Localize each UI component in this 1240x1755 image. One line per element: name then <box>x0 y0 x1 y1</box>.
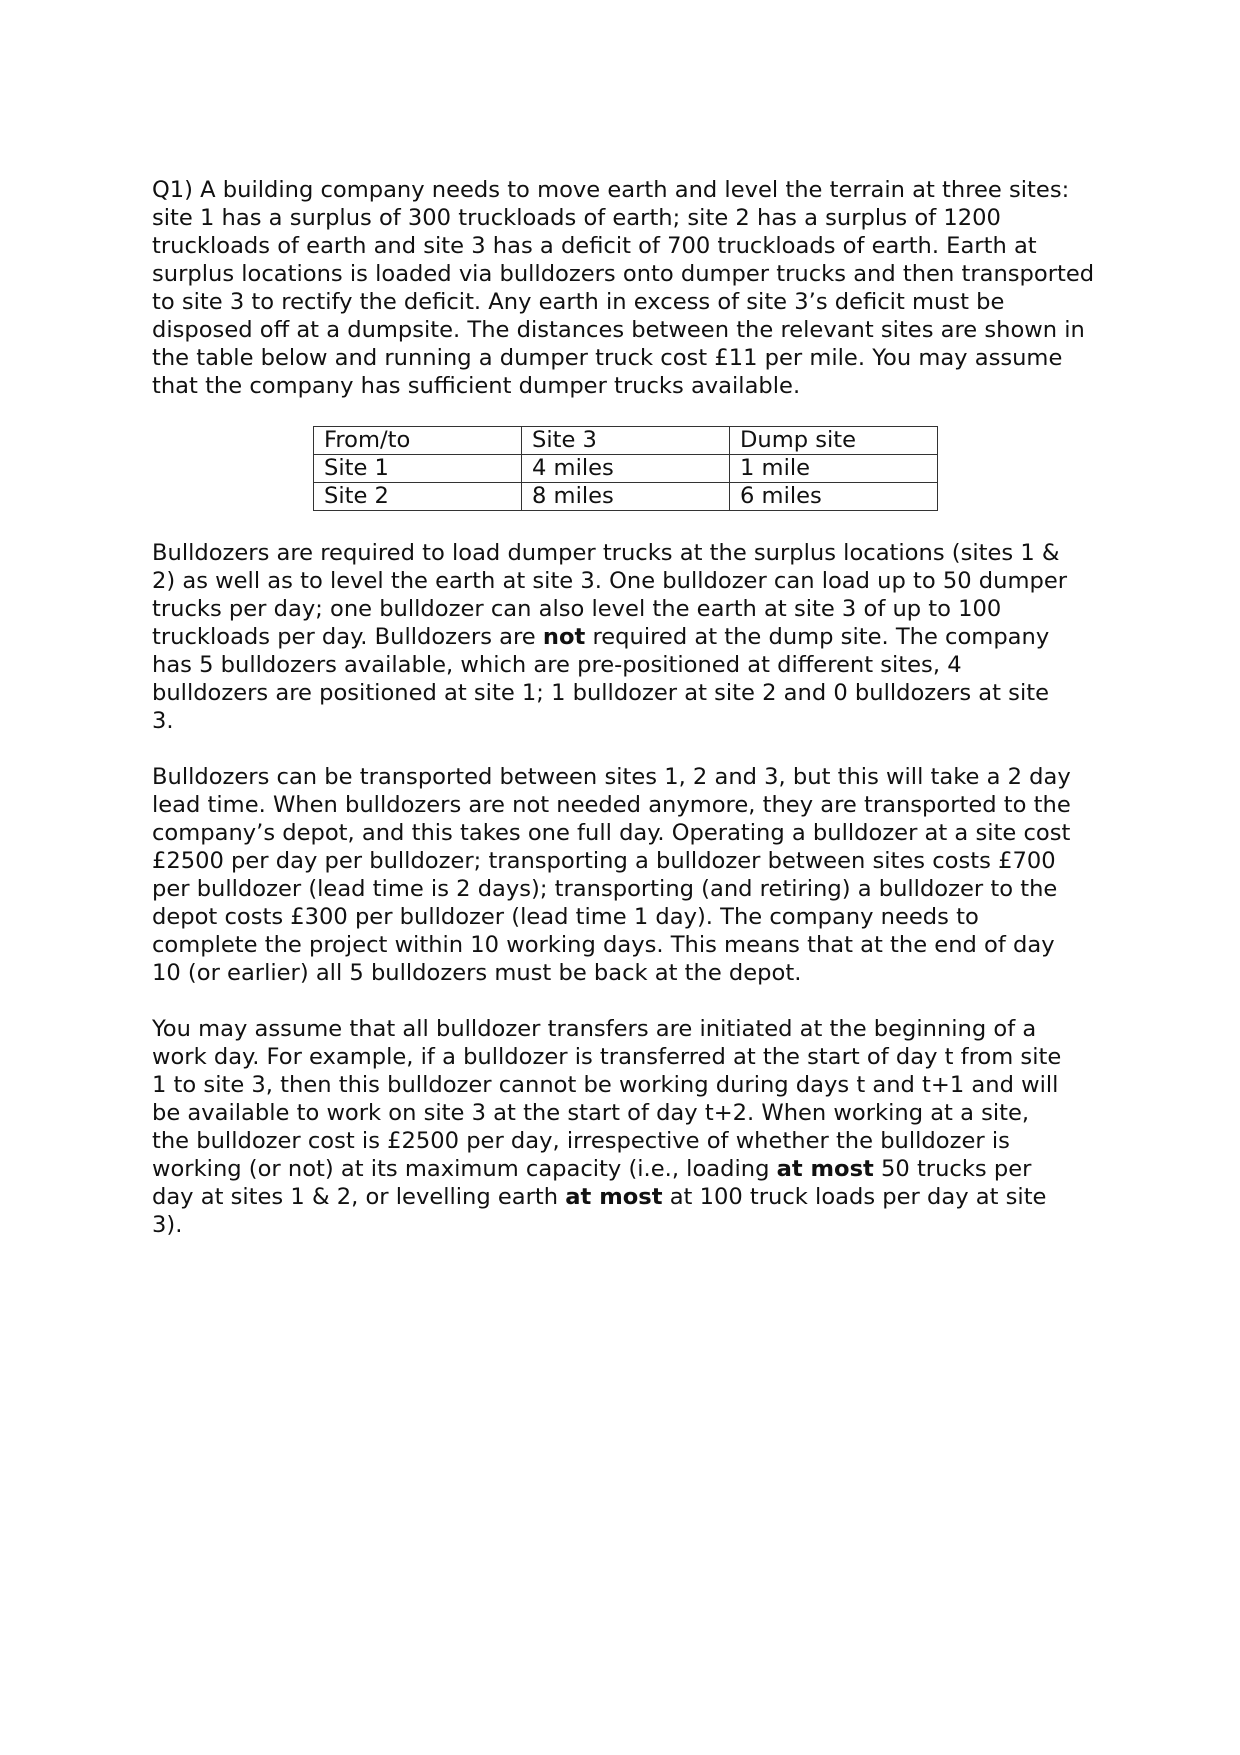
bold-text: at most <box>776 1156 874 1182</box>
text-span: 50 trucks per day at sites 1 & 2, or levelling earth <box>152 1156 1032 1210</box>
table-cell: From/to <box>314 427 522 455</box>
paragraph-transport: Bulldozers can be transported between sites 1, 2 and 3, but this will take a 2 day lead time. When bulldozers are not needed anymore, they are transported to the company’s depot, and this takes one full day. Operating a bulldozer at a site cost £2500 per day per bulldozer; transporting a bulldozer between sites costs £700 per bulldozer (lead time is 2 days); transporting (and retiring) a bulldozer to the depot costs £300 per bulldozer (lead time 1 day). The company needs to complete the project within 10 working days. This means that at the end of day 10 (or earlier) all 5 bulldozers must be back at the depot. <box>152 764 1071 986</box>
bold-text: at most <box>565 1184 663 1210</box>
text-span: required at the dump site. The company has 5 bulldozers available, which are pre-positioned at different sites, 4 bulldozers are positioned at site 1; 1 bulldozer at site 2 and 0 bulldozers at site 3. <box>152 624 1050 734</box>
table-cell: Site 3 <box>522 427 730 455</box>
table-row <box>314 455 938 483</box>
text-span: Bulldozers are required to load dumper trucks at the surplus locations (sites 1 & 2) as well as to level the earth at site 3. One bulldozer can load up to 50 dumper trucks per day; one bulldozer can also level the earth at site 3 of up to 100 truckloads per day. Bulldozers are <box>152 540 1068 650</box>
table-cell: Site 2 <box>314 483 522 511</box>
bold-text: not <box>542 624 586 650</box>
spacer <box>152 987 1112 1015</box>
table-cell: 4 miles <box>522 455 730 483</box>
spacer <box>152 511 1112 539</box>
distance-table <box>313 426 938 511</box>
table-header-row <box>314 427 938 455</box>
document-page <box>152 176 1112 1239</box>
table-cell: 1 mile <box>730 455 938 483</box>
table-row <box>314 483 938 511</box>
text-span: at 100 truck loads per day at site 3). <box>152 1184 1047 1238</box>
table-cell: Dump site <box>730 427 938 455</box>
paragraph-assumptions <box>152 1015 1112 1239</box>
text-span: You may assume that all bulldozer transfers are initiated at the beginning of a work day. For example, if a bulldozer is transferred at the start of day t from site 1 to site 3, then this bulldozer cannot be working during days t and t+1 and will be available to work on site 3 at the start of day t+2. When working at a site, the bulldozer cost is £2500 per day, irrespective of whether the bulldozer is working (or not) at its maximum capacity (i.e., loading <box>152 1016 1062 1182</box>
table-cell: 6 miles <box>730 483 938 511</box>
paragraph-bulldozers <box>152 539 1112 735</box>
spacer <box>152 735 1112 763</box>
paragraph-intro: Q1) A building company needs to move earth and level the terrain at three sites: site 1 has a surplus of 300 truckloads of earth; site 2 has a surplus of 1200 truckloads of earth and site 3 has a deficit of 700 truckloads of earth. Earth at surplus locations is loaded via bulldozers onto dumper trucks and then transported to site 3 to rectify the deficit. Any earth in excess of site 3’s deficit must be disposed off at a dumpsite. The distances between the relevant sites are shown in the table below and running a dumper truck cost £11 per mile. You may assume that the company has sufficient dumper trucks available. <box>152 177 1095 399</box>
table-cell: Site 1 <box>314 455 522 483</box>
table-cell: 8 miles <box>522 483 730 511</box>
